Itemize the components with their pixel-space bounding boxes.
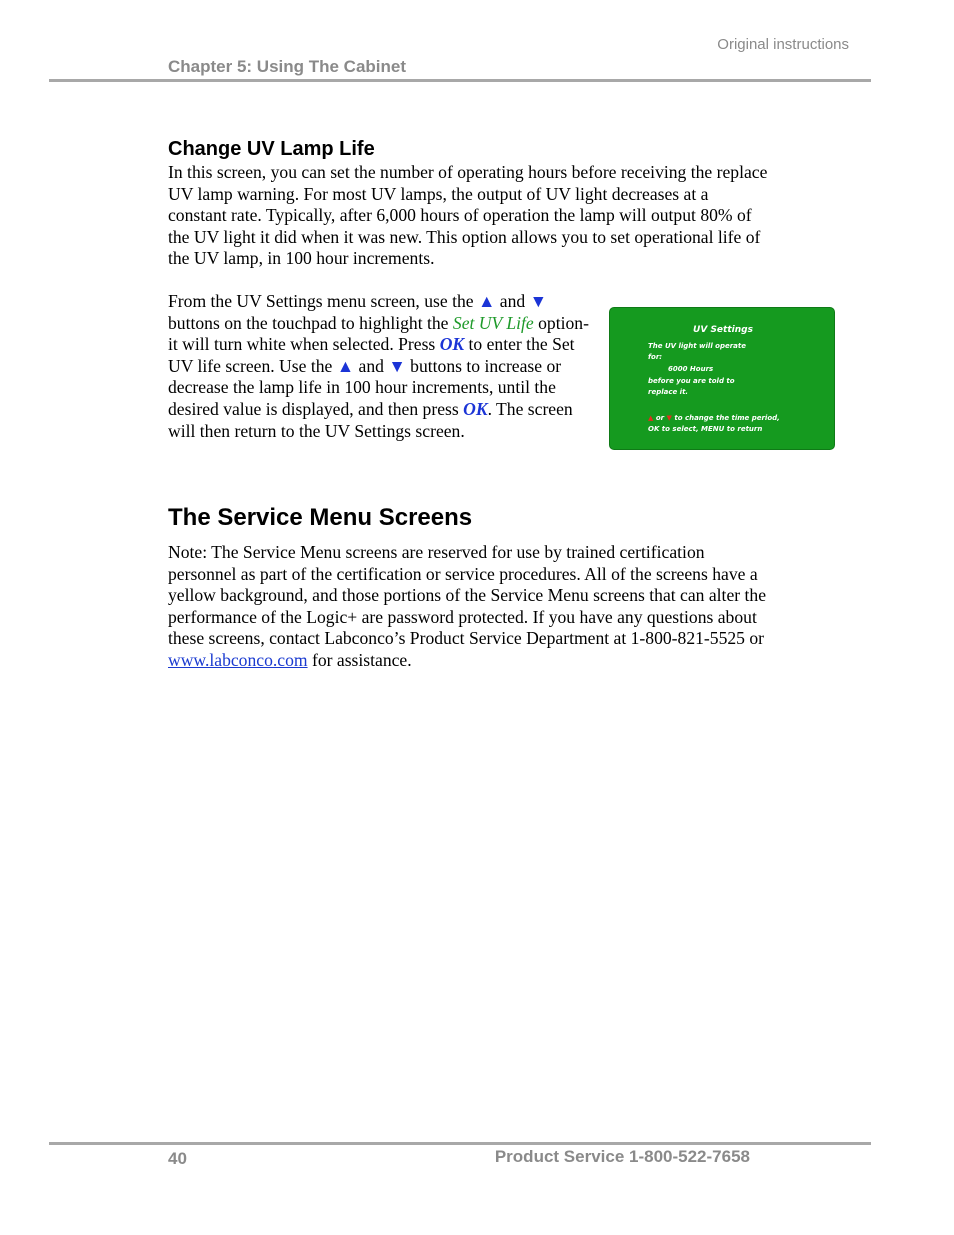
section-heading-service-menu: The Service Menu Screens <box>168 504 473 531</box>
text-run: buttons on the touchpad to highlight the <box>168 312 453 333</box>
screen-hours-value: 6000 Hours <box>668 365 714 373</box>
uv-lamp-instructions-paragraph <box>168 291 598 442</box>
text-run: or <box>653 414 667 422</box>
text-run: to enter the Set UV life screen. Use the <box>168 334 575 376</box>
text-run: to change the time period, <box>671 414 780 422</box>
screen-line <box>648 414 780 422</box>
up-arrow-icon: ▲ <box>336 355 355 376</box>
chapter-title: Chapter 5: Using The Cabinet <box>168 57 407 76</box>
screen-line: replace it. <box>648 388 689 396</box>
screen-line: before you are told to <box>648 377 735 385</box>
text-run: . The screen will then return to the UV Settings screen. <box>168 398 573 441</box>
labconco-website-link[interactable]: www.labconco.com <box>168 649 308 670</box>
ok-key-term: OK <box>463 398 488 419</box>
down-arrow-icon: ▼ <box>529 291 548 311</box>
text-run: Note: The Service Menu screens are reserved for use by trained certification personnel as part of the certification or service procedures. All of the screens have a yellow background, and those portions of the Service Menu screens that can alter the performance of the Logic+ are password protected. If you have any questions about these screens, contact Labconco’s Product Service Department at 1-800-821-5525 or <box>168 542 766 649</box>
header-rule <box>49 79 871 82</box>
uv-lamp-intro-paragraph: In this screen, you can set the number of operating hours before receiving the replace UV lamp warning. For most UV lamps, the output of UV light decreases at a constant rate. Typically, after 6,000 hours of operation the lamp will output 80% of the UV light it did when it was new. This option allows you to set operational life of the UV lamp, in 100 hour increments. <box>168 162 768 269</box>
up-arrow-icon: ▲ <box>648 414 654 422</box>
footer-rule <box>49 1142 871 1145</box>
text-run: option-it will turn white when selected. Press <box>168 312 589 355</box>
screen-line: The UV light will operate <box>648 342 746 350</box>
screen-line: OK to select, MENU to return <box>648 425 763 433</box>
header-note: Original instructions <box>717 36 849 53</box>
section-heading-uv-lamp: Change UV Lamp Life <box>168 138 375 160</box>
down-arrow-icon: ▼ <box>666 414 672 422</box>
product-service-phone: Product Service 1-800-522-7658 <box>494 1147 750 1166</box>
down-arrow-icon: ▼ <box>388 355 406 376</box>
screen-line: for: <box>648 353 663 361</box>
text-run: and <box>495 291 530 311</box>
screen-title: UV Settings <box>693 325 753 335</box>
text-run: From the UV Settings menu screen, use the <box>168 291 478 311</box>
set-uv-life-term: Set UV Life <box>452 312 534 333</box>
up-arrow-icon: ▲ <box>477 291 496 311</box>
page-number: 40 <box>168 1149 187 1168</box>
text-run: buttons to increase or decrease the lamp life in 100 hour increments, until the desired value is displayed, and then press <box>168 355 562 419</box>
text-run: and <box>354 355 389 376</box>
service-menu-paragraph <box>168 542 768 672</box>
text-run: for assistance. <box>307 649 412 670</box>
uv-settings-screen-image <box>609 307 835 450</box>
ok-key-term: OK <box>439 334 465 355</box>
